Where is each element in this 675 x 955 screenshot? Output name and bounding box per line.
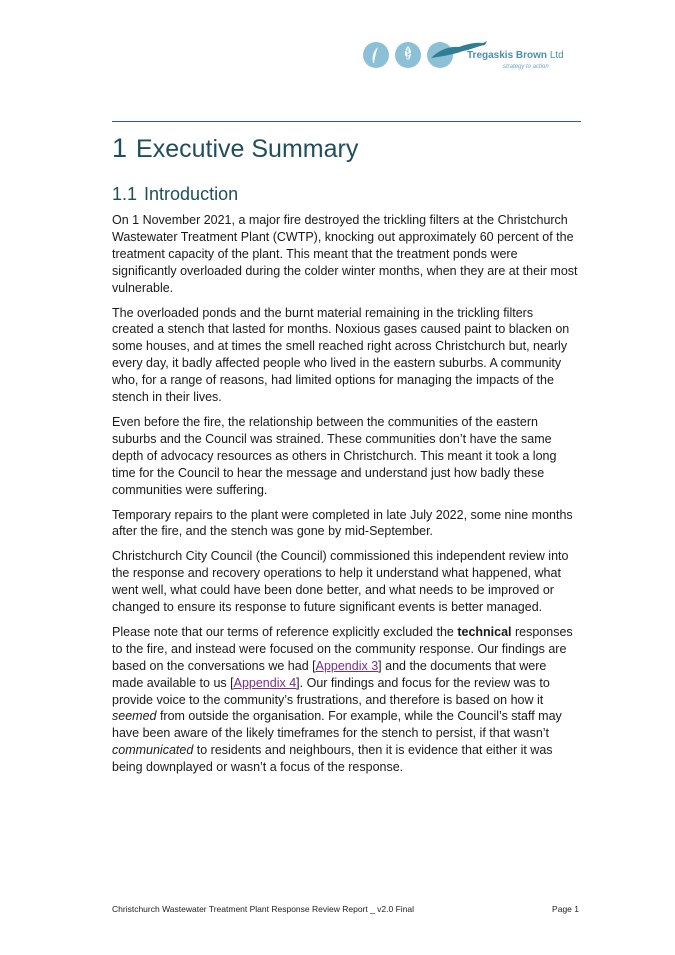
emphasis-communicated: communicated bbox=[112, 743, 194, 758]
logo-tagline: strategy to action bbox=[503, 64, 549, 70]
paragraph: Even before the fire, the relationship between the communities of the eastern suburbs and the Council was strained. These communities don’t have the same depth of advocacy resources as others in Christchurch. This meant it took a long time for the Council to hear the message and understand just how badly these communities were suffering. bbox=[112, 414, 557, 497]
section-heading bbox=[112, 133, 358, 164]
appendix-4-link[interactable]: Appendix 4 bbox=[233, 675, 297, 690]
paragraph: Please note that our terms of reference explicitly excluded the technical responses to the fire, and instead were focused on the community response. Our findings are based on the conversations we had [Appendix 3] and the documents that were made available to us [Appendix 4]. Our findings and focus for the review was to provide voice to the community’s frustrations, and therefore is based on how it seemed from outside the organisation. For example, while the Council’s staff may have been aware of the likely timeframes for the stench to persist, if that wasn’t communicated to residents and neighbours, then it is evidence that either it was being downplayed or wasn’t a focus of the response. bbox=[112, 624, 573, 775]
appendix-3-link[interactable]: Appendix 3 bbox=[315, 658, 379, 673]
section-title: Executive Summary bbox=[136, 135, 359, 163]
company-logo bbox=[363, 38, 563, 74]
paragraph: Temporary repairs to the plant were completed in late July 2022, some nine months after the fire, and the stench was gone by mid-September. bbox=[112, 507, 573, 539]
subsection-number: 1.1 bbox=[112, 184, 138, 204]
footer-document-title: Christchurch Wastewater Treatment Plant Response Review Report _ v2.0 Final bbox=[112, 904, 415, 914]
body-content bbox=[112, 212, 578, 784]
emphasis-technical: technical bbox=[457, 624, 512, 639]
paragraph: On 1 November 2021, a major fire destroyed the trickling filters at the Christchurch Wastewater Treatment Plant (CWTP), knocking out approximately 60 percent of the treatment capacity of the plant. This meant that the treatment ponds were significantly overloaded during the colder winter months, when they are at their most vulnerable. bbox=[112, 213, 578, 295]
emphasis-seemed: seemed bbox=[112, 709, 157, 724]
subsection-title: Introduction bbox=[144, 184, 239, 204]
section-number: 1 bbox=[112, 133, 128, 163]
paragraph: Christchurch City Council (the Council) commissioned this independent review into the response and recovery operations to help it understand what happened, what went well, what could have been done better, and what needs to be improved or changed to ensure its response to future significant events is better managed. bbox=[112, 549, 569, 615]
logo-brand-name: Tregaskis Brown Ltd bbox=[467, 50, 564, 61]
paragraph: The overloaded ponds and the burnt material remaining in the trickling filters created a stench that lasted for months. Noxious gases caused paint to blacken on some houses, and at times the smell reached right across Christchurch but, nearly every day, it badly affected people who lived in the eastern suburbs. A community who, for a range of reasons, had limited options for managing the impacts of the stench in their lives. bbox=[112, 305, 570, 405]
footer-page-number: Page 1 bbox=[552, 904, 579, 914]
feather-icon bbox=[363, 42, 389, 68]
leaf-icon bbox=[395, 42, 421, 68]
subsection-heading bbox=[112, 184, 238, 205]
header-divider bbox=[112, 121, 581, 122]
